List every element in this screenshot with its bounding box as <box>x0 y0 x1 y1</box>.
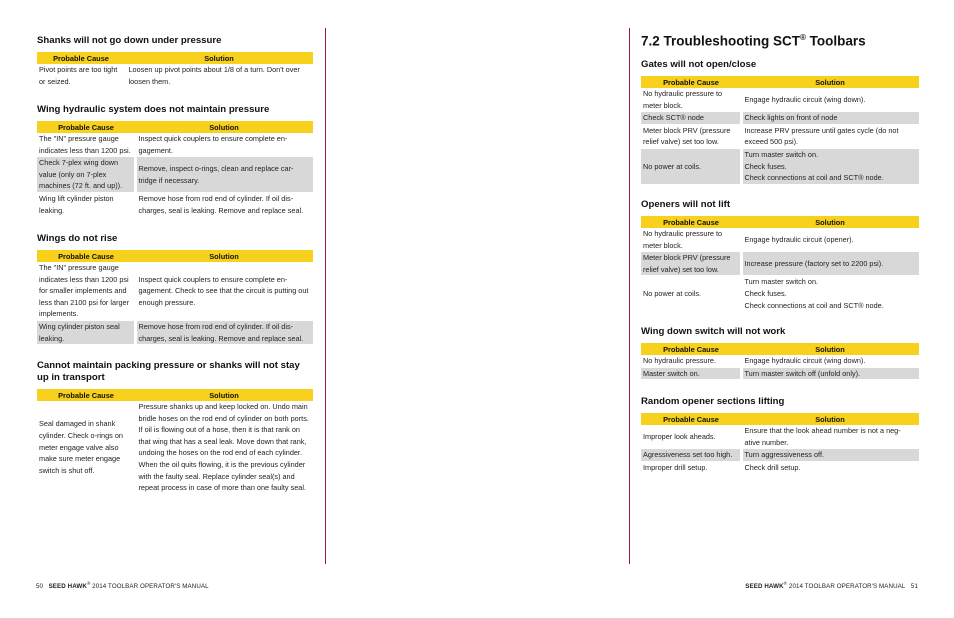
cause-cell: Meter block PRV (pressure relief valve) set too low. <box>641 252 741 276</box>
solution-cell: Inspect quick couplers to ensure complete en- gagement. <box>135 133 313 157</box>
section-packing-pressure <box>37 360 313 495</box>
table-row <box>641 124 919 148</box>
header-cause: Probable Cause <box>641 343 741 355</box>
table-row <box>641 252 919 276</box>
cause-cell: Meter block PRV (pressure relief valve) set too low. <box>641 124 741 148</box>
left-footer <box>36 581 209 590</box>
solution-cell: Remove hose from rod end of cylinder. If oil dis- charges, seal is leaking. Remove and replace seal. <box>135 320 313 344</box>
brand-name: SEED HAWK <box>48 583 87 591</box>
table-row <box>641 148 919 184</box>
cause-cell: No hydraulic pressure. <box>641 355 741 367</box>
section-title: Wing hydraulic system does not maintain pressure <box>37 104 270 115</box>
section-wing-hydraulic <box>37 104 313 217</box>
troubleshoot-table <box>37 121 313 217</box>
section-title: Gates will not open/close <box>641 59 757 70</box>
cause-cell: No hydraulic pressure to meter block. <box>641 228 741 252</box>
table-row <box>641 461 919 474</box>
cause-cell: Agressiveness set too high. <box>641 449 741 462</box>
left-page-margin-rule <box>325 28 326 564</box>
manual-title: 2014 TOOLBAR OPERATOR'S MANUAL <box>90 583 209 591</box>
troubleshoot-table <box>641 76 919 185</box>
solution-cell: Increase pressure (factory set to 2200 psi). <box>741 252 919 276</box>
section-gates <box>641 59 919 185</box>
right-page-margin-rule <box>629 28 630 564</box>
section-title: Cannot maintain packing pressure or shanks will not stay up in transport <box>37 360 300 383</box>
table-row <box>641 88 919 112</box>
solution-cell: Engage hydraulic circuit (wing down). <box>741 355 919 367</box>
cause-cell: The "IN" pressure gauge indicates less than 1200 psi for smaller implements and less than 2100 psi for larger implements. <box>37 262 135 320</box>
header-solution: Solution <box>741 413 919 425</box>
header-solution: Solution <box>135 389 313 401</box>
cause-cell: Wing cylinder piston seal leaking. <box>37 320 135 344</box>
brand-name: SEED HAWK <box>745 583 784 591</box>
header-cause: Probable Cause <box>37 52 125 64</box>
table-row <box>641 112 919 125</box>
solution-cell: Turn master switch off (unfold only). <box>741 367 919 380</box>
section-title: Wing down switch will not work <box>641 326 786 337</box>
page-title: 7.2 Troubleshooting SCT® Toolbars <box>641 33 866 49</box>
troubleshoot-table <box>37 389 313 495</box>
solution-cell: Engage hydraulic circuit (wing down). <box>741 88 919 112</box>
section-title: Wings do not rise <box>37 233 118 244</box>
solution-cell: Turn aggressiveness off. <box>741 449 919 462</box>
header-solution: Solution <box>135 121 313 133</box>
cause-cell: The "IN" pressure gauge indicates less than 1200 psi. <box>37 133 135 157</box>
table-row <box>641 425 919 449</box>
solution-cell: Engage hydraulic circuit (opener). <box>741 228 919 252</box>
section-wings-rise <box>37 233 313 345</box>
section-title: Random opener sections lifting <box>641 396 785 407</box>
solution-cell: Ensure that the look ahead number is not a neg- ative number. <box>741 425 919 449</box>
header-solution: Solution <box>125 52 313 64</box>
table-row <box>641 449 919 462</box>
troubleshoot-table <box>641 216 919 312</box>
section-wing-down-switch <box>641 326 919 380</box>
solution-cell: Check lights on front of node <box>741 112 919 125</box>
cause-cell: Check 7-plex wing down value (only on 7-plex machines (72 ft. and up)). <box>37 157 135 193</box>
solution-cell: Remove hose from rod end of cylinder. If oil dis- charges, seal is leaking. Remove and replace seal. <box>135 192 313 216</box>
table-row <box>37 262 313 320</box>
cause-cell: Pivot points are too tight or seized. <box>37 64 125 88</box>
solution-cell: Check drill setup. <box>741 461 919 474</box>
right-footer <box>745 581 918 590</box>
section-title: Openers will not lift <box>641 199 731 210</box>
cause-cell: Improper look aheads. <box>641 425 741 449</box>
solution-cell: Remove, inspect o-rings, clean and replace car- tridge if necessary. <box>135 157 313 193</box>
troubleshoot-table <box>641 343 919 380</box>
troubleshoot-table <box>37 52 313 88</box>
table-row <box>641 355 919 367</box>
table-row <box>37 64 313 88</box>
troubleshoot-table <box>37 250 313 345</box>
cause-cell: Seal damaged in shank cylinder. Check o-rings on meter engage valve also make sure meter engage switch is shut off. <box>37 401 135 494</box>
header-cause: Probable Cause <box>641 76 741 88</box>
section-shanks-pressure <box>37 35 313 88</box>
troubleshoot-table <box>641 413 919 474</box>
header-solution: Solution <box>741 343 919 355</box>
solution-cell: Increase PRV pressure until gates cycle (do not exceed 500 psi). <box>741 124 919 148</box>
table-row <box>37 133 313 157</box>
table-row <box>37 157 313 193</box>
solution-cell: Turn master switch on. Check fuses. Check connections at coil and SCT® node. <box>741 276 919 312</box>
table-row <box>641 228 919 252</box>
header-cause: Probable Cause <box>641 413 741 425</box>
table-row <box>641 276 919 312</box>
header-solution: Solution <box>135 250 313 262</box>
registered-mark: ® <box>800 33 806 42</box>
header-solution: Solution <box>741 76 919 88</box>
header-cause: Probable Cause <box>641 216 741 228</box>
solution-cell: Pressure shanks up and keep locked on. Undo main bridle hoses on the rod end of cylinder on both ports. If oil is flowing out of a hose, then it is that rank on that wing that has a seal leak. Move down that rank, undoing the hoses on the rod end of each cylinder. When the oil quits flowing, it is the previous cylinder with the faulty seal. Replace cylinder seal(s) and repeat process in case of more than one faulty seal. <box>135 401 313 494</box>
cause-cell: No hydraulic pressure to meter block. <box>641 88 741 112</box>
section-random-opener <box>641 396 919 474</box>
cause-cell: No power at coils. <box>641 148 741 184</box>
section-openers <box>641 199 919 312</box>
page-number: 51 <box>910 583 918 591</box>
solution-cell: Turn master switch on. Check fuses. Check connections at coil and SCT® node. <box>741 148 919 184</box>
table-row <box>37 320 313 344</box>
header-solution: Solution <box>741 216 919 228</box>
registered-mark: ® <box>86 581 91 586</box>
table-row <box>37 192 313 216</box>
solution-cell: Inspect quick couplers to ensure complete en- gagement. Check to see that the circuit is putting out enough pressure. <box>135 262 313 320</box>
page-number: 50 <box>36 583 44 591</box>
solution-cell: Loosen up pivot points about 1/8 of a turn. Don't over loosen them. <box>125 64 313 88</box>
cause-cell: Improper drill setup. <box>641 461 741 474</box>
table-row <box>641 367 919 380</box>
header-cause: Probable Cause <box>37 121 135 133</box>
registered-mark: ® <box>783 581 788 586</box>
cause-cell: No power at coils. <box>641 276 741 312</box>
header-cause: Probable Cause <box>37 250 135 262</box>
cause-cell: Wing lift cylinder piston leaking. <box>37 192 135 216</box>
cause-cell: Check SCT® node <box>641 112 741 125</box>
table-row <box>37 401 313 494</box>
header-cause: Probable Cause <box>37 389 135 401</box>
manual-title: 2014 TOOLBAR OPERATOR'S MANUAL <box>787 583 906 591</box>
cause-cell: Master switch on. <box>641 367 741 380</box>
section-title: Shanks will not go down under pressure <box>37 35 222 46</box>
